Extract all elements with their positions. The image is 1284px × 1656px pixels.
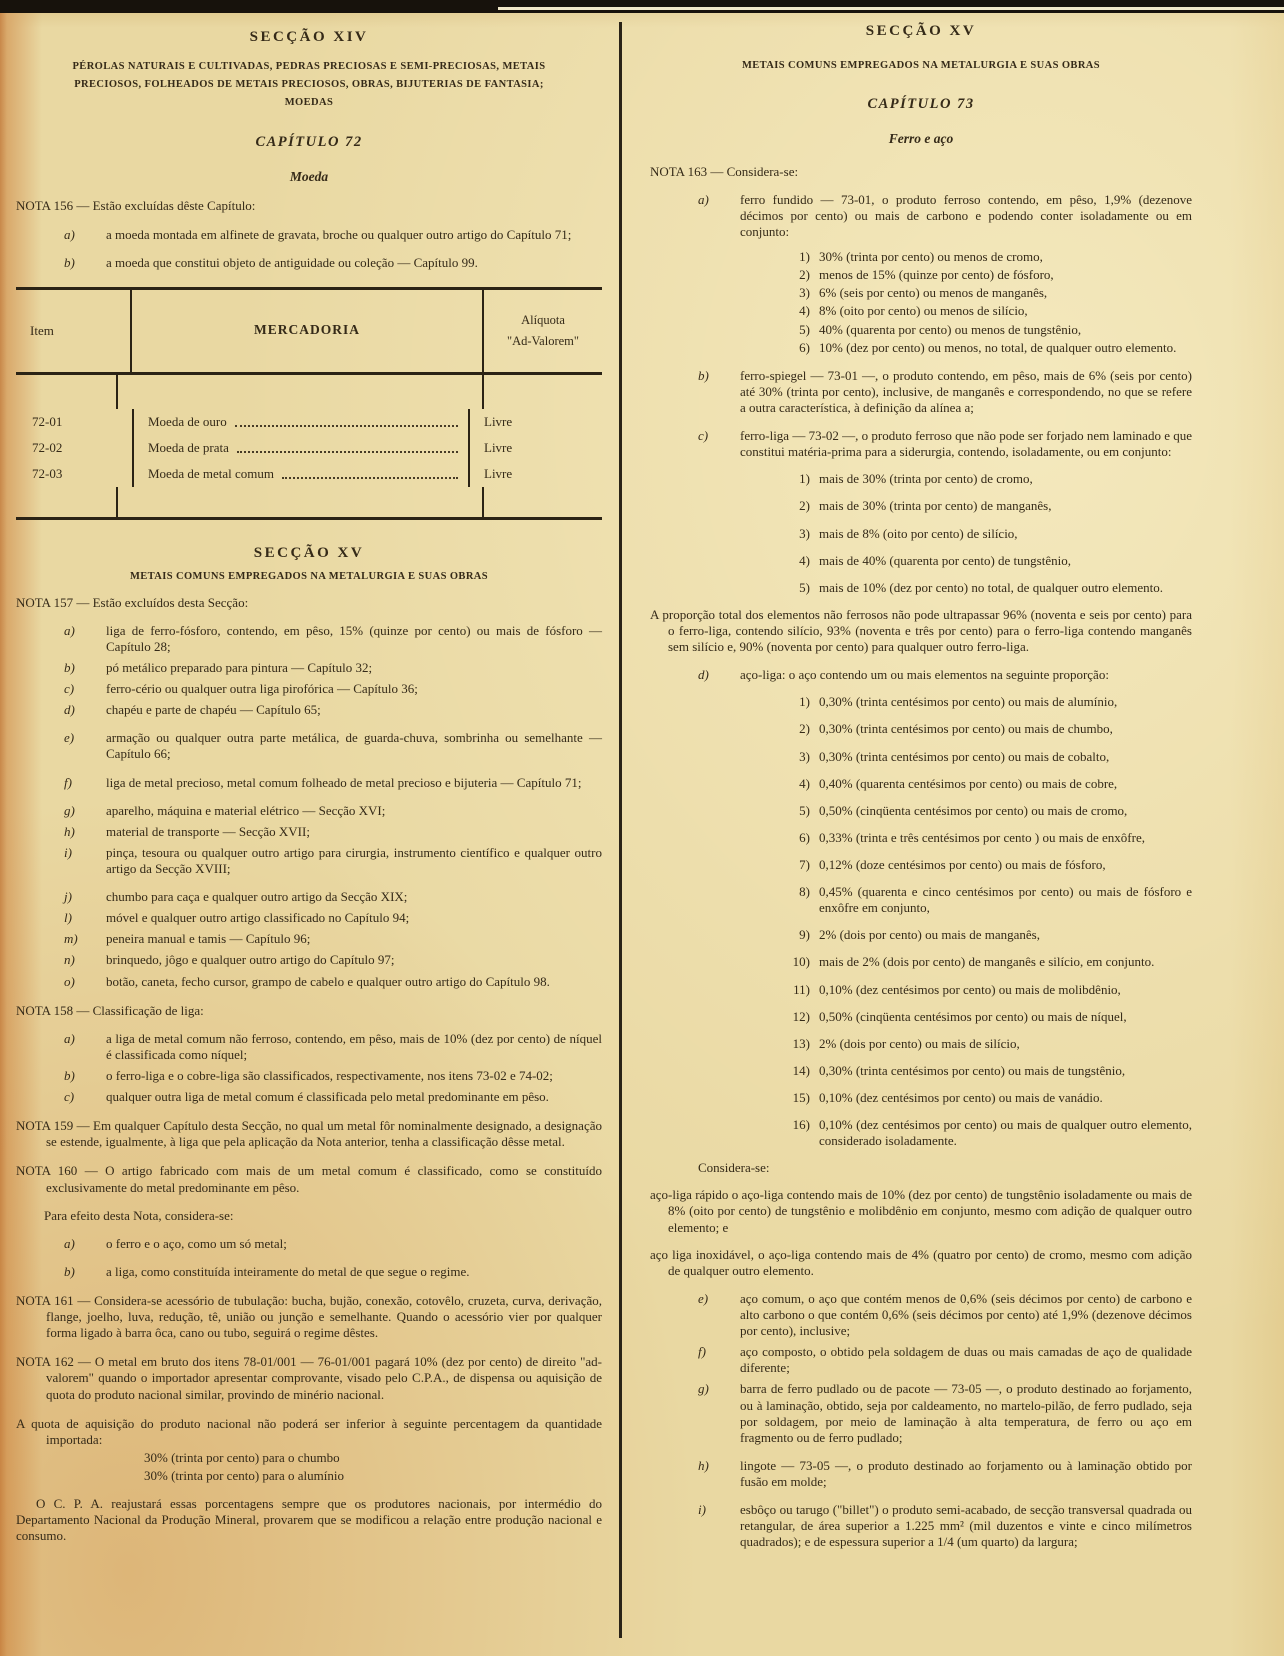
quota-line-aluminio: 30% (trinta por cento) para o alumínio [144, 1467, 344, 1483]
item-text: mais de 30% (trinta por cento) de manganês, [819, 498, 1052, 514]
item-marker: d) [64, 702, 75, 718]
item-text: mais de 10% (dez por cento) no total, de qualquer outro elemento. [819, 579, 1164, 595]
item-marker: b) [64, 1263, 75, 1279]
number-marker: 6) [799, 339, 810, 355]
numbered-item [774, 267, 1192, 283]
chapter-73-subject: Ferro e aço [888, 130, 954, 146]
item-marker: b) [64, 660, 75, 676]
item-text: ferro-spiegel — 73-01 —, o produto contendo, em pêso, mais de 6% (seis por cento) até 30% (trinta por cento), inclusive, de manganês e correspondendo, no que se refere a outra característica, à definição da alínea a; [740, 367, 1192, 415]
numbered-item [774, 471, 1192, 487]
item-marker: i) [698, 1502, 706, 1518]
number-marker: 9) [799, 927, 810, 943]
numbered-item [774, 249, 1192, 265]
number-marker: 14) [792, 1062, 810, 1078]
item-text: o ferro e o aço, como um só metal; [106, 1235, 287, 1251]
rate-cell: Livre [484, 413, 513, 429]
item-marker: b) [698, 367, 709, 383]
item-text: armação ou qualquer outra parte metálica, de guarda-chuva, sombrinha ou semelhante — Capítulo 66; [106, 730, 602, 762]
list-item [650, 1458, 1192, 1490]
number-marker: 7) [799, 856, 810, 872]
dotted-leader [237, 442, 458, 453]
item-code-cell: 72-02 [32, 439, 63, 455]
numbered-list [740, 471, 1192, 596]
item-text: a moeda que constitui objeto de antiguidade ou coleção — Capítulo 99. [106, 254, 478, 270]
numbered-item [774, 927, 1192, 943]
item-text: liga de metal precioso, metal comum folheado de metal precioso e bijuteria — Capítulo 71; [106, 774, 582, 790]
list-item [650, 1291, 1192, 1339]
header-item: Item [30, 322, 54, 338]
list-item [16, 660, 602, 676]
number-marker: 1) [799, 471, 810, 487]
quota-paragraph: A quota de aquisição do produto nacional não poderá ser inferior à seguinte percentagem da quantidade importada: [16, 1415, 602, 1447]
item-text: 6% (seis por cento) ou menos de manganês, [819, 285, 1048, 301]
item-marker: f) [698, 1344, 706, 1360]
aco-liga-inoxidavel-paragraph: aço liga inoxidável, o aço-liga contendo mais de 4% (quatro por cento) de cromo, mesmo com adição de qualquer outro elemento. [650, 1246, 1192, 1278]
item-text: chumbo para caça e qualquer outro artigo da Secção XIX; [106, 889, 408, 905]
chapter-72-title: CAPÍTULO 72 [255, 133, 363, 150]
list-item [16, 681, 602, 697]
item-text: 0,30% (trinta centésimos por cento) ou mais de alumínio, [819, 694, 1118, 710]
top-edge-highlight [498, 7, 1284, 10]
numbered-item [774, 340, 1192, 356]
item-text: qualquer outra liga de metal comum é classificada pelo metal predominante em pêso. [106, 1089, 549, 1105]
item-text: 2% (dois por cento) ou mais de silício, [819, 1035, 1020, 1051]
list-item [650, 428, 1192, 596]
tariff-table [16, 287, 602, 520]
item-text: 0,50% (cinqüenta centésimos por cento) ou mais de cromo, [819, 802, 1128, 818]
numbered-item [774, 1009, 1192, 1025]
numbered-item [774, 982, 1192, 998]
list-item [16, 227, 602, 243]
item-text: 2% (dois por cento) ou mais de manganês, [819, 927, 1040, 943]
item-marker: a) [64, 622, 75, 638]
item-text: mais de 8% (oito por cento) de silício, [819, 525, 1018, 541]
item-marker: o) [64, 973, 75, 989]
number-marker: 4) [799, 775, 810, 791]
note-156-intro: NOTA 156 — Estão excluídas dêste Capítulo: [16, 198, 256, 214]
list-item [650, 1381, 1192, 1445]
item-text: ferro fundido — 73-01, o produto ferroso contendo, em pêso, 1,9% (dezenove décimos por cento) ou mais de carbono e podendo conter isoladamente ou em conjunto: [740, 191, 1192, 239]
item-marker: h) [698, 1457, 709, 1473]
item-marker: a) [64, 226, 75, 242]
numbered-item [774, 694, 1192, 710]
chapter-72-subject: Moeda [289, 168, 329, 184]
quota-line-chumbo: 30% (trinta por cento) para o chumbo [144, 1449, 340, 1465]
header-aliquota [484, 290, 602, 372]
numbered-item [774, 498, 1192, 514]
item-text: móvel e qualquer outro artigo classificado no Capítulo 94; [106, 910, 410, 926]
item-text: pó metálico preparado para pintura — Capítulo 32; [106, 660, 373, 676]
item-marker: d) [698, 667, 709, 683]
item-marker: c) [64, 681, 75, 697]
dotted-leader [235, 416, 458, 427]
item-marker: g) [698, 1381, 709, 1397]
item-marker: a) [698, 191, 709, 207]
number-marker: 2) [799, 498, 810, 514]
numbered-item [774, 1117, 1192, 1149]
section-15-title-left: SECÇÃO XV [253, 544, 365, 561]
item-marker: h) [64, 823, 75, 839]
item-text: a moeda montada em alfinete de gravata, broche ou qualquer outro artigo do Capítulo 71; [106, 226, 572, 242]
list-item [16, 730, 602, 762]
item-text: 10% (dez por cento) ou menos, no total, de qualquer outro elemento. [819, 339, 1177, 355]
item-text: 0,50% (cinqüenta centésimos por cento) ou mais de níquel, [819, 1008, 1127, 1024]
rate-cell: Livre [484, 465, 513, 481]
list-item [650, 192, 1192, 356]
list-item [650, 1344, 1192, 1376]
note-160-sub-intro: Para efeito desta Nota, considera-se: [44, 1207, 234, 1223]
number-marker: 4) [799, 552, 810, 568]
item-text: peneira manual e tamis — Capítulo 96; [106, 931, 311, 947]
item-text: lingote — 73-05 —, o produto destinado ao forjamento ou à laminação obtido por fusão em molde; [740, 1457, 1192, 1490]
list-item [16, 1264, 602, 1280]
item-text: mais de 30% (trinta por cento) de cromo, [819, 471, 1033, 487]
number-marker: 3) [799, 525, 810, 541]
list-item [16, 775, 602, 791]
item-text: 8% (oito por cento) ou menos de silício, [819, 303, 1028, 319]
item-text: brinquedo, jôgo e qualquer outro artigo do Capítulo 97; [106, 952, 395, 968]
item-text: a liga, como constituída inteiramente do metal de que segue o regime. [106, 1263, 470, 1279]
item-text: 0,33% (trinta e três centésimos por cento ) ou mais de enxôfre, [819, 829, 1145, 845]
item-marker: c) [698, 428, 709, 444]
numbered-item [774, 1090, 1192, 1106]
table-spacer [16, 487, 602, 517]
number-marker: 3) [799, 285, 810, 301]
mercadoria-cell: Moeda de ouro [148, 413, 227, 429]
list-item [650, 368, 1192, 416]
section-14-title: SECÇÃO XIV [249, 29, 369, 45]
number-marker: 2) [799, 267, 810, 283]
list-item [16, 974, 602, 990]
item-text: 0,12% (doze centésimos por cento) ou mais de fósforo, [819, 856, 1106, 872]
list-item [16, 931, 602, 947]
numbered-item [774, 1036, 1192, 1052]
list-item [16, 702, 602, 718]
item-text: 0,40% (quarenta centésimos por cento) ou mais de cobre, [819, 775, 1118, 791]
item-code-cell: 72-03 [32, 465, 63, 481]
list-item [16, 1236, 602, 1252]
item-text: aço composto, o obtido pela soldagem de duas ou mais camadas de aço de qualidade diferente; [740, 1344, 1192, 1376]
numbered-item [774, 830, 1192, 846]
list-item [16, 1089, 602, 1105]
item-text: esbôço ou tarugo ("billet") o produto semi-acabado, de secção transversal quadrada ou retangular, de área superior a 1.225 mm² (mil duzentos e vinte e cinco milímetros quadrados); e de espessura superior a 1/4 (um quarto) da largura; [740, 1502, 1192, 1550]
number-marker: 5) [799, 802, 810, 818]
header-mercadoria: MERCADORIA [130, 290, 484, 372]
item-text: ferro-liga — 73-02 —, o produto ferroso que não pode ser forjado nem laminado e que constitui matéria-prima para a siderurgia, contendo, isoladamente, ou em conjunto: [740, 428, 1192, 460]
numbered-list [740, 694, 1192, 1149]
item-marker: j) [64, 889, 72, 905]
note-157-intro: NOTA 157 — Estão excluídos desta Secção: [16, 594, 249, 610]
number-marker: 13) [792, 1035, 810, 1051]
item-marker: e) [698, 1290, 709, 1306]
item-text: 0,30% (trinta centésimos por cento) ou mais de tungstênio, [819, 1062, 1126, 1078]
item-text: liga de ferro-fósforo, contendo, em pêso, 15% (quinze por cento) ou mais de fósforo — Capítulo 28; [106, 622, 602, 654]
item-text: 0,10% (dez centésimos por cento) ou mais de vanádio. [819, 1089, 1103, 1105]
number-marker: 5) [799, 321, 810, 337]
item-marker: e) [64, 730, 75, 746]
rate-cell: Livre [484, 439, 513, 455]
item-marker: a) [64, 1030, 75, 1046]
item-marker: b) [64, 1068, 75, 1084]
list-item [16, 952, 602, 968]
item-marker: f) [64, 774, 72, 790]
number-marker: 8) [799, 884, 810, 900]
numbered-item [774, 954, 1192, 970]
item-marker: g) [64, 802, 75, 818]
item-text: ferro-cério ou qualquer outra liga pirofórica — Capítulo 36; [106, 681, 418, 697]
list-item [16, 803, 602, 819]
numbered-item [774, 285, 1192, 301]
item-text: 0,30% (trinta centésimos por cento) ou mais de chumbo, [819, 721, 1113, 737]
table-header-row [16, 290, 602, 375]
list-item [16, 255, 602, 271]
list-item [16, 824, 602, 840]
list-item [650, 667, 1192, 1149]
list-item [16, 1031, 602, 1063]
number-marker: 1) [799, 249, 810, 265]
cpa-paragraph: O C. P. A. reajustará essas porcentagens sempre que os produtores nacionais, por intermédio do Departamento Nacional da Produção Mineral, provarem que se modificou a relação entre produção nacional e consumo. [16, 1496, 602, 1544]
note-158-intro: NOTA 158 — Classificação de liga: [16, 1002, 204, 1018]
list-item [16, 910, 602, 926]
table-row [16, 409, 602, 435]
aco-liga-rapido-paragraph: aço-liga rápido o aço-liga contendo mais de 10% (dez por cento) de tungstênio isoladamente ou mais de 8% (oito por cento) de tungstênio e molibdênio em conjunto, mesmo com adição de qualquer outro elemento; e [650, 1187, 1192, 1235]
list-item [16, 845, 602, 877]
number-marker: 15) [792, 1089, 810, 1105]
numbered-item [774, 303, 1192, 319]
item-marker: i) [64, 844, 72, 860]
list-item [16, 1068, 602, 1084]
item-text: pinça, tesoura ou qualquer outro artigo para cirurgia, instrumento científico e qualquer outro artigo da Secção XVIII; [106, 844, 602, 877]
considera-se-label: Considera-se: [698, 1160, 770, 1176]
table-row [16, 461, 602, 487]
page-top-edge [0, 0, 1284, 13]
header-aliquota-line2: "Ad-Valorem" [507, 333, 579, 348]
number-marker: 16) [792, 1117, 810, 1133]
list-item [16, 889, 602, 905]
note-161: NOTA 161 — Considera-se acessório de tubulação: bucha, bujão, conexão, cotovêlo, cruzeta, curva, derivação, flange, joelho, luva, redução, tê, união ou junção e semelhante. Quando o acessório vier por qualquer forma ligado à barra ôca, cano ou tubo, seguirá o regime dêstes. [16, 1293, 602, 1341]
item-text: 0,10% (dez centésimos por cento) ou mais de molibdênio, [819, 981, 1121, 997]
number-marker: 4) [799, 303, 810, 319]
proportion-paragraph: A proporção total dos elementos não ferrosos não pode ultrapassar 96% (noventa e seis por cento) para o ferro-liga, contendo silício, 93% (noventa e três por cento) para o ferro-liga contendo manganês sem silício e, 90% (noventa por cento) para qualquer outro ferro-liga. [650, 606, 1192, 655]
note-162: NOTA 162 — O metal em bruto dos itens 78-01/001 — 76-01/001 pagará 10% (dez por cento) de direito "ad-valorem" quando o importador apresentar comprovante, visado pelo C.P.A., de dispensa ou aquisição de quota do produto nacional similar, provindo de minério nacional. [16, 1354, 602, 1402]
list-item [16, 623, 602, 655]
item-text: 0,30% (trinta centésimos por cento) ou mais de cobalto, [819, 748, 1110, 764]
number-marker: 6) [799, 829, 810, 845]
numbered-item [774, 884, 1192, 916]
item-text: 0,45% (quarenta e cinco centésimos por cento) ou mais de fósforo e enxôfre em conjunto, [819, 884, 1192, 916]
right-column [650, 14, 1192, 1550]
note-160: NOTA 160 — O artigo fabricado com mais de um metal comum é classificado, como se constituído exclusivamente do metal predominante em pêso. [16, 1163, 602, 1195]
table-row [16, 435, 602, 461]
numbered-list [740, 249, 1192, 356]
item-text: aço comum, o aço que contém menos de 0,6% (seis décimos por cento) de carbono e alto carbono o que contém 0,6% (seis décimos por cento) até 1,9% (dezenove décimos por cento), inclusive; [740, 1290, 1192, 1339]
section-14-subtitle: PÉROLAS NATURAIS E CULTIVADAS, PEDRAS PRECIOSAS E SEMI-PRECIOSAS, METAIS PRECIOSOS, FOLHEADOS DE METAIS PRECIOSOS, OBRAS, BIJUTERIAS DE FANTASIA; MOEDAS [72, 60, 546, 109]
item-text: aço-liga: o aço contendo um ou mais elementos na seguinte proporção: [740, 667, 1109, 683]
item-text: botão, caneta, fecho cursor, grampo de cabelo e qualquer outro artigo do Capítulo 98. [106, 973, 550, 989]
numbered-item [774, 721, 1192, 737]
chapter-73-title: CAPÍTULO 73 [867, 95, 975, 112]
header-aliquota-line1: Alíquota [521, 312, 565, 327]
numbered-item [774, 749, 1192, 765]
numbered-item [774, 803, 1192, 819]
item-text: barra de ferro pudlado ou de pacote — 73-05 —, o produto destinado ao forjamento, ou à laminação, obtido, seja por caldeamento, no martelo-pilão, de ferro pudlado, seja por soldagem, por meio de laminação à alta temperatura, de ferro ou aço em fragmento ou de ferro pudlado; [740, 1381, 1192, 1445]
note-159: NOTA 159 — Em qualquer Capítulo desta Secção, no qual um metal fôr nominalmente designado, a designação se estende, igualmente, à liga que pela aplicação da Nota anterior, tenha a classificação dêsse metal. [16, 1118, 602, 1150]
item-marker: n) [64, 952, 75, 968]
number-marker: 11) [793, 981, 810, 997]
numbered-item [774, 580, 1192, 596]
item-text: mais de 2% (dois por cento) de manganês e silício, em conjunto. [819, 954, 1155, 970]
item-marker: b) [64, 254, 75, 270]
item-text: aparelho, máquina e material elétrico — Secção XVI; [106, 802, 386, 818]
numbered-item [774, 526, 1192, 542]
numbered-item [774, 322, 1192, 338]
number-marker: 3) [799, 748, 810, 764]
item-text: a liga de metal comum não ferroso, contendo, em pêso, mais de 10% (dez por cento) de níquel é classificada como níquel; [106, 1030, 602, 1062]
list-item [650, 1502, 1192, 1550]
item-marker: c) [64, 1089, 75, 1105]
item-code-cell: 72-01 [32, 413, 63, 429]
number-marker: 10) [792, 954, 810, 970]
item-text: o ferro-liga e o cobre-liga são classificados, respectivamente, nos itens 73-02 e 74-02; [106, 1068, 553, 1084]
left-column [16, 20, 602, 1544]
section-15-subtitle-right: METAIS COMUNS EMPREGADOS NA METALURGIA E SUAS OBRAS [741, 59, 1101, 71]
note-163-intro: NOTA 163 — Considera-se: [650, 163, 799, 179]
numbered-item [774, 776, 1192, 792]
numbered-item [774, 857, 1192, 873]
number-marker: 2) [799, 721, 810, 737]
dotted-leader [282, 468, 458, 479]
table-spacer [16, 375, 602, 409]
item-text: material de transporte — Secção XVII; [106, 823, 310, 839]
column-divider-rule [619, 22, 622, 1638]
numbered-item [774, 1063, 1192, 1079]
number-marker: 5) [799, 579, 810, 595]
item-text: mais de 40% (quarenta por cento) de tungstênio, [819, 552, 1071, 568]
item-marker: a) [64, 1235, 75, 1251]
item-text: menos de 15% (quinze por cento) de fósforo, [819, 267, 1054, 283]
mercadoria-cell: Moeda de metal comum [148, 465, 274, 481]
item-text: 40% (quarenta por cento) ou menos de tungstênio, [819, 321, 1082, 337]
item-text: 30% (trinta por cento) ou menos de cromo, [819, 249, 1043, 265]
item-marker: m) [64, 931, 78, 947]
number-marker: 12) [792, 1008, 810, 1024]
item-marker: l) [64, 910, 72, 926]
section-15-title-right: SECÇÃO XV [865, 23, 977, 39]
numbered-item [774, 553, 1192, 569]
mercadoria-cell: Moeda de prata [148, 439, 229, 455]
number-marker: 1) [799, 694, 810, 710]
item-text: 0,10% (dez centésimos por cento) ou mais de qualquer outro elemento, considerado isoladamente. [819, 1117, 1192, 1149]
section-15-subtitle-left: METAIS COMUNS EMPREGADOS NA METALURGIA E SUAS OBRAS [129, 571, 489, 583]
item-text: chapéu e parte de chapéu — Capítulo 65; [106, 702, 321, 718]
